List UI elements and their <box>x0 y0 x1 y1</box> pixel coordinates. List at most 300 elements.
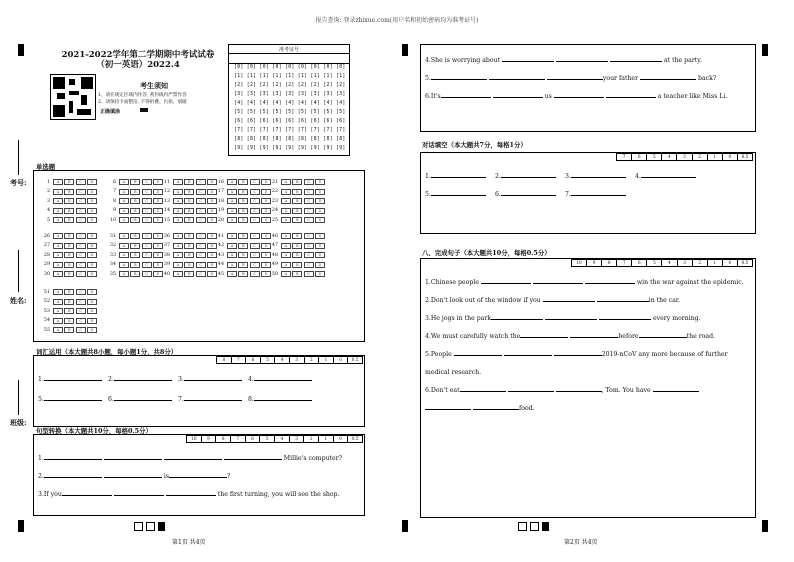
mc-option-bubble[interactable]: D <box>207 271 217 277</box>
mc-option-bubble[interactable]: D <box>315 198 325 204</box>
answer-line[interactable] <box>441 97 491 98</box>
mc-option-bubble[interactable]: C <box>76 271 86 277</box>
mc-option-bubble[interactable]: C <box>250 271 260 277</box>
mc-option-bubble[interactable]: A <box>281 271 291 277</box>
score-cell[interactable]: 3 <box>289 436 304 442</box>
mc-option-bubble[interactable]: A <box>173 217 183 223</box>
answer-line[interactable] <box>502 61 554 62</box>
answer-line[interactable] <box>599 319 651 320</box>
mc-option-bubble[interactable]: A <box>281 179 291 185</box>
mc-option-bubble[interactable]: C <box>76 327 86 333</box>
mc-option-bubble[interactable]: B <box>238 217 248 223</box>
mc-option-bubble[interactable]: A <box>119 179 129 185</box>
mc-option-bubble[interactable]: C <box>304 243 314 249</box>
mc-option-bubble[interactable]: B <box>64 252 74 258</box>
score-cell[interactable]: 0.5 <box>737 154 752 160</box>
mc-option-bubble[interactable]: D <box>315 217 325 223</box>
exam-id-row[interactable]: [9] [9] [9] [9] [9] [9] [9] [9] [9] <box>234 146 346 151</box>
mc-option-bubble[interactable]: B <box>292 262 302 268</box>
mc-option-bubble[interactable]: B <box>184 252 194 258</box>
answer-line[interactable] <box>533 283 583 284</box>
mc-option-bubble[interactable]: A <box>281 233 291 239</box>
mc-option-bubble[interactable]: B <box>130 271 140 277</box>
mc-option-bubble[interactable]: B <box>130 243 140 249</box>
mc-option-bubble[interactable]: B <box>238 243 248 249</box>
answer-line[interactable] <box>545 319 597 320</box>
mc-option-bubble[interactable]: A <box>281 252 291 258</box>
mc-option-bubble[interactable]: D <box>87 318 97 324</box>
mc-option-bubble[interactable]: A <box>53 299 63 305</box>
mc-option-bubble[interactable]: D <box>315 179 325 185</box>
mc-option-bubble[interactable]: D <box>87 233 97 239</box>
mc-option-bubble[interactable]: B <box>184 198 194 204</box>
mc-option-bubble[interactable]: B <box>130 208 140 214</box>
score-cell[interactable]: 0 <box>722 260 737 266</box>
mc-option-bubble[interactable]: A <box>281 198 291 204</box>
score-cell[interactable]: 1 <box>707 154 722 160</box>
mc-option-bubble[interactable]: D <box>153 208 163 214</box>
mc-option-bubble[interactable]: D <box>87 243 97 249</box>
mc-option-bubble[interactable]: D <box>207 189 217 195</box>
score-cell[interactable]: 6 <box>631 154 646 160</box>
answer-line[interactable] <box>169 477 227 478</box>
mc-option-bubble[interactable]: A <box>173 252 183 258</box>
mc-option-bubble[interactable]: C <box>304 198 314 204</box>
answer-line[interactable] <box>114 380 172 381</box>
answer-line[interactable] <box>554 355 602 356</box>
score-cell[interactable]: 6 <box>245 357 260 363</box>
mc-option-bubble[interactable]: D <box>261 243 271 249</box>
mc-option-bubble[interactable]: C <box>196 262 206 268</box>
mc-option-bubble[interactable]: B <box>64 189 74 195</box>
score-cell[interactable]: 7 <box>616 260 631 266</box>
mc-option-bubble[interactable]: B <box>64 243 74 249</box>
exam-id-row[interactable]: [4] [4] [4] [4] [4] [4] [4] [4] [4] <box>234 101 346 106</box>
mc-option-bubble[interactable]: D <box>87 179 97 185</box>
mc-option-bubble[interactable]: B <box>184 179 194 185</box>
mc-option-bubble[interactable]: D <box>261 262 271 268</box>
mc-option-bubble[interactable]: C <box>304 189 314 195</box>
score-cell[interactable]: 4 <box>661 260 676 266</box>
answer-line[interactable] <box>639 337 687 338</box>
mc-option-bubble[interactable]: B <box>184 262 194 268</box>
score-cell[interactable]: 6 <box>631 260 646 266</box>
mc-option-bubble[interactable]: A <box>53 271 63 277</box>
score-cell[interactable]: 1 <box>707 260 722 266</box>
mc-option-bubble[interactable]: C <box>142 179 152 185</box>
mc-option-bubble[interactable]: B <box>292 179 302 185</box>
mc-option-bubble[interactable]: A <box>119 217 129 223</box>
mc-option-bubble[interactable]: D <box>87 208 97 214</box>
mc-option-bubble[interactable]: A <box>53 327 63 333</box>
mc-option-bubble[interactable]: B <box>238 252 248 258</box>
mc-option-bubble[interactable]: D <box>207 198 217 204</box>
answer-line[interactable] <box>504 355 552 356</box>
mc-option-bubble[interactable]: D <box>153 217 163 223</box>
mc-option-bubble[interactable]: C <box>250 198 260 204</box>
mc-option-bubble[interactable]: C <box>304 208 314 214</box>
answer-line[interactable] <box>460 391 506 392</box>
mc-option-bubble[interactable]: C <box>250 233 260 239</box>
answer-line[interactable] <box>501 195 556 196</box>
score-cell[interactable]: 2 <box>692 260 707 266</box>
mc-option-bubble[interactable]: A <box>227 262 237 268</box>
answer-line[interactable] <box>184 400 242 401</box>
mc-option-bubble[interactable]: A <box>119 243 129 249</box>
mc-option-bubble[interactable]: A <box>281 217 291 223</box>
exam-id-row[interactable]: [1] [1] [1] [1] [1] [1] [1] [1] [1] <box>234 74 346 79</box>
mc-option-bubble[interactable]: D <box>315 271 325 277</box>
score-cell[interactable]: 10 <box>576 260 582 265</box>
answer-line[interactable] <box>653 391 699 392</box>
mc-option-bubble[interactable]: B <box>292 189 302 195</box>
answer-line[interactable] <box>508 391 554 392</box>
mc-option-bubble[interactable]: D <box>261 252 271 258</box>
mc-option-bubble[interactable]: B <box>238 262 248 268</box>
score-cell[interactable]: 5 <box>260 357 275 363</box>
mc-option-bubble[interactable]: D <box>261 217 271 223</box>
mc-option-bubble[interactable]: A <box>227 252 237 258</box>
score-cell[interactable]: 0 <box>722 154 737 160</box>
mc-option-bubble[interactable]: D <box>153 243 163 249</box>
answer-line[interactable] <box>640 79 696 80</box>
mc-option-bubble[interactable]: B <box>184 271 194 277</box>
mc-option-bubble[interactable]: C <box>196 252 206 258</box>
score-cell[interactable]: 2 <box>692 154 707 160</box>
mc-option-bubble[interactable]: C <box>76 208 86 214</box>
mc-option-bubble[interactable]: A <box>281 262 291 268</box>
score-cell[interactable]: 7 <box>231 357 246 363</box>
mc-option-bubble[interactable]: B <box>184 208 194 214</box>
mc-option-bubble[interactable]: A <box>173 233 183 239</box>
answer-line[interactable] <box>481 283 531 284</box>
answer-line[interactable] <box>224 459 282 460</box>
mc-option-bubble[interactable]: B <box>64 198 74 204</box>
mc-option-bubble[interactable]: C <box>250 252 260 258</box>
answer-line[interactable] <box>610 61 662 62</box>
mc-option-bubble[interactable]: B <box>184 243 194 249</box>
exam-id-row[interactable]: [7] [7] [7] [7] [7] [7] [7] [7] [7] <box>234 128 346 133</box>
answer-line[interactable] <box>431 195 486 196</box>
mc-option-bubble[interactable]: C <box>76 189 86 195</box>
score-cell[interactable]: 8 <box>215 436 230 442</box>
mc-option-bubble[interactable]: A <box>173 198 183 204</box>
score-cell[interactable]: 0 <box>333 357 348 363</box>
mc-option-bubble[interactable]: A <box>119 233 129 239</box>
mc-option-bubble[interactable]: C <box>76 233 86 239</box>
mc-option-bubble[interactable]: D <box>87 252 97 258</box>
mc-option-bubble[interactable]: D <box>261 198 271 204</box>
mc-option-bubble[interactable]: C <box>304 271 314 277</box>
answer-line[interactable] <box>571 177 626 178</box>
mc-option-bubble[interactable]: B <box>292 233 302 239</box>
mc-option-bubble[interactable]: D <box>315 243 325 249</box>
score-cell[interactable]: 3 <box>677 260 692 266</box>
mc-option-bubble[interactable]: A <box>173 208 183 214</box>
mc-option-bubble[interactable]: A <box>173 243 183 249</box>
answer-line[interactable] <box>570 337 618 338</box>
score-cell[interactable]: 4 <box>274 436 289 442</box>
mc-option-bubble[interactable]: B <box>238 179 248 185</box>
mc-option-bubble[interactable]: C <box>76 318 86 324</box>
mc-option-bubble[interactable]: C <box>142 217 152 223</box>
mc-option-bubble[interactable]: C <box>250 262 260 268</box>
mc-option-bubble[interactable]: B <box>238 208 248 214</box>
score-cell[interactable]: 1 <box>318 436 333 442</box>
mc-option-bubble[interactable]: C <box>304 179 314 185</box>
mc-option-bubble[interactable]: A <box>53 189 63 195</box>
mc-option-bubble[interactable]: D <box>207 208 217 214</box>
score-cell[interactable]: 9 <box>201 436 216 442</box>
score-cell[interactable]: 7 <box>622 154 626 159</box>
answer-line[interactable] <box>44 477 102 478</box>
answer-line[interactable] <box>44 459 102 460</box>
mc-option-bubble[interactable]: D <box>261 179 271 185</box>
answer-line[interactable] <box>425 409 471 410</box>
score-cell[interactable]: 5 <box>259 436 274 442</box>
mc-option-bubble[interactable]: A <box>119 252 129 258</box>
mc-option-bubble[interactable]: A <box>119 189 129 195</box>
answer-line[interactable] <box>62 495 112 496</box>
mc-option-bubble[interactable]: C <box>196 189 206 195</box>
mc-option-bubble[interactable]: D <box>207 243 217 249</box>
mc-option-bubble[interactable]: C <box>196 208 206 214</box>
mc-option-bubble[interactable]: C <box>196 243 206 249</box>
mc-option-bubble[interactable]: B <box>184 189 194 195</box>
answer-line[interactable] <box>114 400 172 401</box>
mc-option-bubble[interactable]: C <box>142 243 152 249</box>
answer-line[interactable] <box>597 301 649 302</box>
mc-option-bubble[interactable]: D <box>315 252 325 258</box>
mc-option-bubble[interactable]: D <box>153 189 163 195</box>
mc-option-bubble[interactable]: B <box>292 198 302 204</box>
answer-line[interactable] <box>254 380 312 381</box>
mc-option-bubble[interactable]: A <box>281 208 291 214</box>
mc-option-bubble[interactable]: A <box>53 243 63 249</box>
mc-option-bubble[interactable]: D <box>87 271 97 277</box>
mc-option-bubble[interactable]: B <box>292 217 302 223</box>
mc-option-bubble[interactable]: D <box>207 262 217 268</box>
mc-option-bubble[interactable]: A <box>53 198 63 204</box>
mc-option-bubble[interactable]: B <box>64 299 74 305</box>
mc-option-bubble[interactable]: B <box>64 217 74 223</box>
answer-line[interactable] <box>104 477 162 478</box>
mc-option-bubble[interactable]: A <box>53 208 63 214</box>
mc-option-bubble[interactable]: B <box>130 198 140 204</box>
score-cell[interactable]: 2 <box>304 357 319 363</box>
mc-option-bubble[interactable]: A <box>173 271 183 277</box>
answer-line[interactable] <box>520 337 568 338</box>
answer-line[interactable] <box>184 380 242 381</box>
mc-option-bubble[interactable]: C <box>250 189 260 195</box>
mc-option-bubble[interactable]: B <box>64 208 74 214</box>
mc-option-bubble[interactable]: D <box>153 233 163 239</box>
mc-option-bubble[interactable]: B <box>130 252 140 258</box>
mc-option-bubble[interactable]: A <box>227 189 237 195</box>
mc-option-bubble[interactable]: A <box>53 217 63 223</box>
mc-option-bubble[interactable]: A <box>53 179 63 185</box>
mc-option-bubble[interactable]: C <box>76 308 86 314</box>
answer-line[interactable] <box>44 400 102 401</box>
mc-option-bubble[interactable]: D <box>87 198 97 204</box>
mc-option-bubble[interactable]: C <box>76 262 86 268</box>
exam-id-row[interactable]: [3] [3] [3] [3] [3] [3] [3] [3] [3] <box>234 92 346 97</box>
answer-line[interactable] <box>556 61 608 62</box>
mc-option-bubble[interactable]: A <box>173 189 183 195</box>
mc-option-bubble[interactable]: A <box>119 262 129 268</box>
mc-option-bubble[interactable]: B <box>64 233 74 239</box>
mc-option-bubble[interactable]: A <box>53 262 63 268</box>
mc-option-bubble[interactable]: D <box>153 198 163 204</box>
answer-line[interactable] <box>491 319 543 320</box>
score-cell[interactable]: 0.5 <box>347 357 362 363</box>
mc-option-bubble[interactable]: B <box>130 233 140 239</box>
mc-option-bubble[interactable]: D <box>153 262 163 268</box>
mc-option-bubble[interactable]: B <box>292 271 302 277</box>
mc-option-bubble[interactable]: D <box>87 327 97 333</box>
mc-option-bubble[interactable]: B <box>64 308 74 314</box>
answer-line[interactable] <box>501 177 556 178</box>
mc-option-bubble[interactable]: C <box>142 252 152 258</box>
answer-line[interactable] <box>585 283 635 284</box>
mc-option-bubble[interactable]: C <box>142 262 152 268</box>
mc-option-bubble[interactable]: C <box>304 252 314 258</box>
mc-option-bubble[interactable]: C <box>142 208 152 214</box>
mc-option-bubble[interactable]: A <box>281 189 291 195</box>
mc-option-bubble[interactable]: D <box>261 189 271 195</box>
mc-option-bubble[interactable]: D <box>153 179 163 185</box>
mc-option-bubble[interactable]: A <box>119 198 129 204</box>
score-cell[interactable]: 3 <box>676 154 691 160</box>
mc-option-bubble[interactable]: B <box>64 318 74 324</box>
exam-id-row[interactable]: [2] [2] [2] [2] [2] [2] [2] [2] [2] <box>234 83 346 88</box>
answer-line[interactable] <box>431 79 487 80</box>
mc-option-bubble[interactable]: A <box>227 217 237 223</box>
score-cell[interactable]: 9 <box>586 260 601 266</box>
mc-option-bubble[interactable]: B <box>238 198 248 204</box>
score-cell[interactable]: 1 <box>318 357 333 363</box>
mc-option-bubble[interactable]: C <box>196 198 206 204</box>
mc-option-bubble[interactable]: C <box>76 179 86 185</box>
mc-option-bubble[interactable]: D <box>261 271 271 277</box>
mc-option-bubble[interactable]: C <box>76 198 86 204</box>
mc-option-bubble[interactable]: A <box>227 179 237 185</box>
answer-line[interactable] <box>547 79 603 80</box>
mc-option-bubble[interactable]: C <box>250 243 260 249</box>
exam-id-row[interactable]: [5] [5] [5] [5] [5] [5] [5] [5] [5] <box>234 110 346 115</box>
answer-line[interactable] <box>489 79 545 80</box>
mc-option-bubble[interactable]: A <box>227 233 237 239</box>
mc-option-bubble[interactable]: A <box>53 318 63 324</box>
answer-line[interactable] <box>431 177 486 178</box>
mc-option-bubble[interactable]: C <box>304 233 314 239</box>
score-cell[interactable]: 2 <box>303 436 318 442</box>
mc-option-bubble[interactable]: B <box>238 189 248 195</box>
answer-line[interactable] <box>104 459 162 460</box>
mc-option-bubble[interactable]: B <box>64 289 74 295</box>
mc-option-bubble[interactable]: D <box>261 208 271 214</box>
mc-option-bubble[interactable]: A <box>281 243 291 249</box>
mc-option-bubble[interactable]: B <box>64 327 74 333</box>
mc-option-bubble[interactable]: C <box>196 217 206 223</box>
score-cell[interactable]: 5 <box>646 154 661 160</box>
score-cell[interactable]: 3 <box>289 357 304 363</box>
exam-id-row[interactable]: [8] [8] [8] [8] [8] [8] [8] [8] [8] <box>234 137 346 142</box>
score-cell[interactable]: 4 <box>661 154 676 160</box>
mc-option-bubble[interactable]: C <box>76 289 86 295</box>
mc-option-bubble[interactable]: C <box>196 271 206 277</box>
mc-option-bubble[interactable]: C <box>142 189 152 195</box>
score-cell[interactable]: 8 <box>222 357 226 362</box>
mc-option-bubble[interactable]: A <box>227 271 237 277</box>
mc-option-bubble[interactable]: D <box>87 299 97 305</box>
mc-option-bubble[interactable]: B <box>292 243 302 249</box>
mc-option-bubble[interactable]: D <box>153 271 163 277</box>
score-cell[interactable]: 0 <box>333 436 348 442</box>
mc-option-bubble[interactable]: D <box>261 233 271 239</box>
mc-option-bubble[interactable]: C <box>250 179 260 185</box>
mc-option-bubble[interactable]: D <box>87 189 97 195</box>
answer-line[interactable] <box>571 195 626 196</box>
answer-line[interactable] <box>114 495 164 496</box>
mc-option-bubble[interactable]: B <box>292 252 302 258</box>
mc-option-bubble[interactable]: B <box>64 271 74 277</box>
mc-option-bubble[interactable]: C <box>142 198 152 204</box>
mc-option-bubble[interactable]: C <box>142 271 152 277</box>
mc-option-bubble[interactable]: D <box>87 289 97 295</box>
mc-option-bubble[interactable]: A <box>227 198 237 204</box>
mc-option-bubble[interactable]: D <box>315 189 325 195</box>
mc-option-bubble[interactable]: A <box>119 208 129 214</box>
mc-option-bubble[interactable]: C <box>76 252 86 258</box>
score-cell[interactable]: 10 <box>191 436 197 441</box>
answer-line[interactable] <box>543 301 595 302</box>
answer-line[interactable] <box>166 495 216 496</box>
mc-option-bubble[interactable]: B <box>130 189 140 195</box>
mc-option-bubble[interactable]: D <box>315 208 325 214</box>
mc-option-bubble[interactable]: B <box>130 179 140 185</box>
mc-option-bubble[interactable]: B <box>238 271 248 277</box>
mc-option-bubble[interactable]: D <box>87 217 97 223</box>
exam-id-row[interactable]: [0] [0] [0] [0] [0] [0] [0] [0] [0] <box>234 65 346 70</box>
mc-option-bubble[interactable]: B <box>130 217 140 223</box>
score-cell[interactable]: 7 <box>230 436 245 442</box>
mc-option-bubble[interactable]: D <box>87 262 97 268</box>
answer-line[interactable] <box>493 97 543 98</box>
mc-option-bubble[interactable]: B <box>64 179 74 185</box>
mc-option-bubble[interactable]: C <box>142 233 152 239</box>
mc-option-bubble[interactable]: C <box>250 208 260 214</box>
mc-option-bubble[interactable]: B <box>238 233 248 239</box>
mc-option-bubble[interactable]: A <box>119 271 129 277</box>
score-cell[interactable]: 8 <box>601 260 616 266</box>
score-cell[interactable]: 4 <box>274 357 289 363</box>
mc-option-bubble[interactable]: C <box>76 217 86 223</box>
score-cell[interactable]: 6 <box>245 436 260 442</box>
answer-line[interactable] <box>606 97 656 98</box>
mc-option-bubble[interactable]: C <box>76 299 86 305</box>
answer-line[interactable] <box>641 177 696 178</box>
mc-option-bubble[interactable]: A <box>53 233 63 239</box>
mc-option-bubble[interactable]: A <box>53 289 63 295</box>
mc-option-bubble[interactable]: B <box>184 217 194 223</box>
mc-option-bubble[interactable]: C <box>304 217 314 223</box>
mc-option-bubble[interactable]: D <box>315 262 325 268</box>
exam-id-row[interactable]: [6] [6] [6] [6] [6] [6] [6] [6] [6] <box>234 119 346 124</box>
mc-option-bubble[interactable]: D <box>207 217 217 223</box>
answer-line[interactable] <box>454 355 502 356</box>
mc-option-bubble[interactable]: D <box>207 252 217 258</box>
